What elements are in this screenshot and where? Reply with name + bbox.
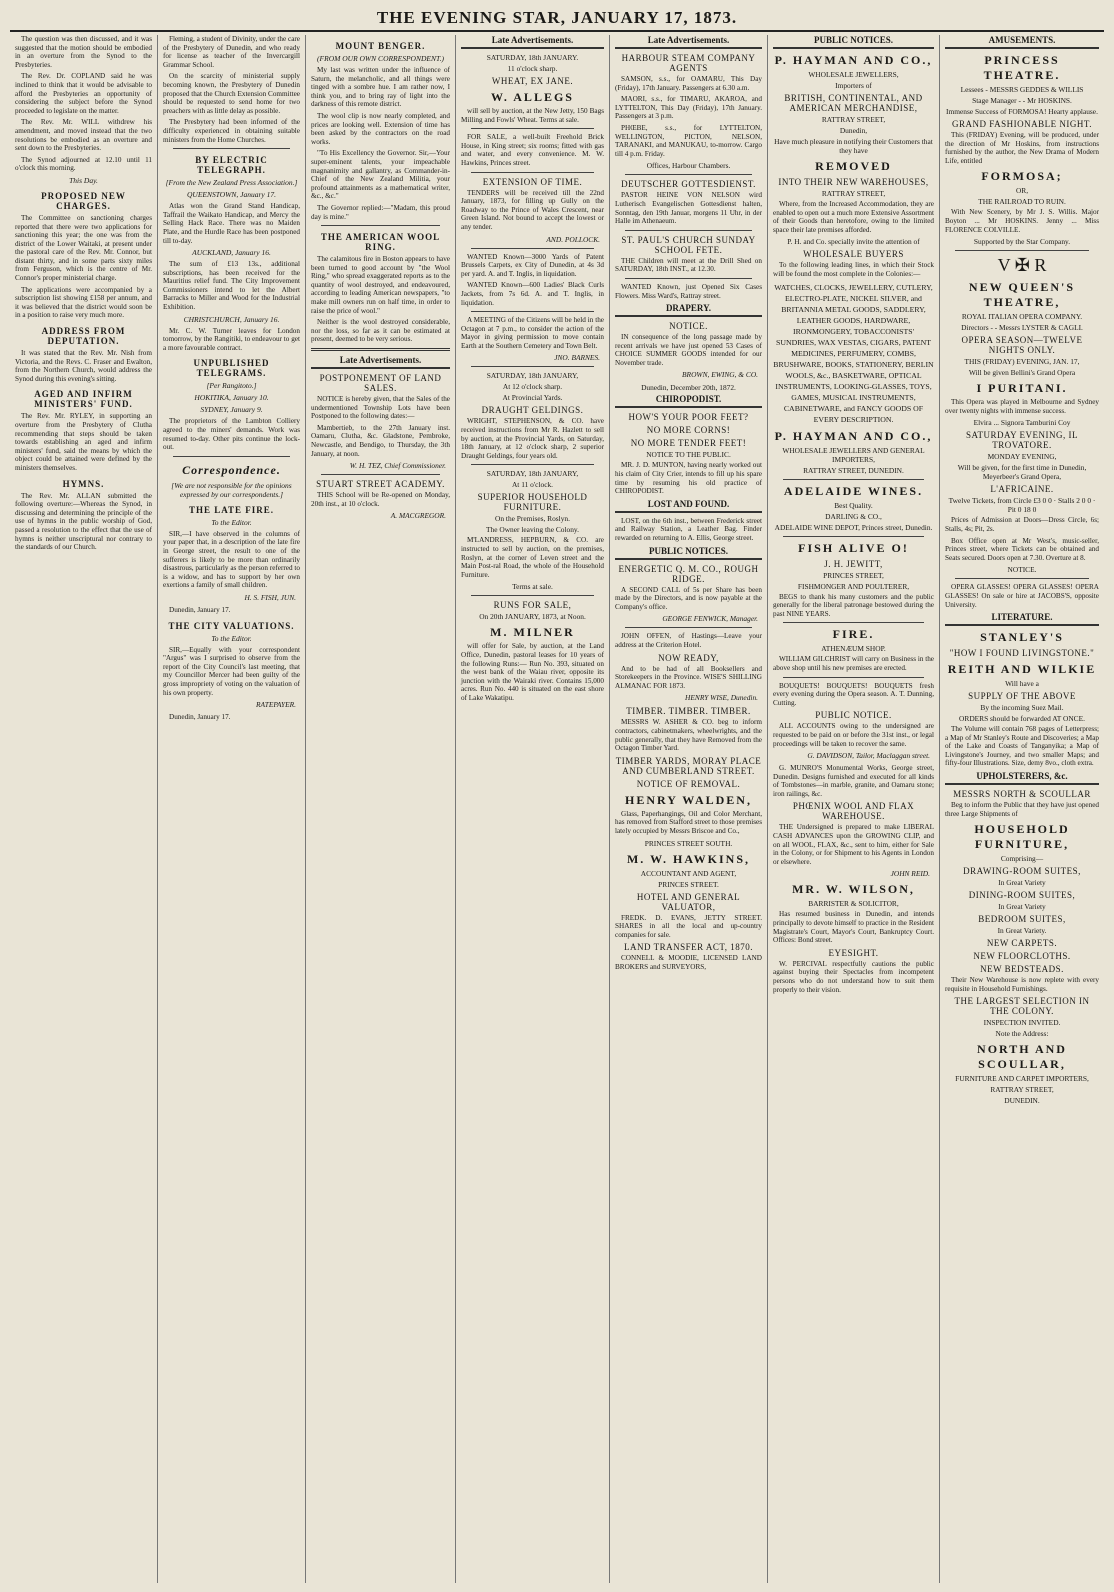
ad-date: THIS (FRIDAY) EVENING, JAN. 17, <box>964 357 1080 367</box>
ad-text: WANTED Known, just Opened Six Cases Flowers. Miss Ward's, Rattray street. <box>615 282 762 300</box>
royal-arms-icon: V ✠ R <box>997 255 1047 276</box>
divider <box>173 148 290 149</box>
ad-title: INTO THEIR NEW WAREHOUSES, <box>778 177 929 187</box>
ad-text: A MEETING of the Citizens will be held in the Octagon at 7 p.m., to consider the action of the Mayor in giving permission to move contain Earth at the Southern Cemetery and Town Belt. <box>461 316 604 350</box>
article-paragraph: The Rev. Mr. WILL withdrew his amendment, and moved instead that the two resolutions be embodied as an overture and sent down to the Presbyteries. <box>15 118 152 153</box>
ad-text: IN consequence of the long passage made by recent arrivals we have just opened 53 Cases of CHOICE SUMMER GOODS intended for our November trade. <box>615 333 762 367</box>
ad-text: Beg to inform the Public that they have just opened three Large Shipments of <box>945 801 1099 818</box>
ad-text: BOUQUETS! BOUQUETS! BOUQUETS fresh every evening during the Opera season. A. T. Dunning, Cutting. <box>773 681 934 707</box>
masthead <box>10 8 1104 32</box>
section-heading: ADDRESS FROM DEPUTATION. <box>41 326 126 347</box>
ad-title: FORMOSA; <box>981 169 1063 184</box>
section-heading: THE AMERICAN WOOL RING. <box>320 232 441 253</box>
ad-title: PHŒNIX WOOL AND FLAX WAREHOUSE. <box>792 801 915 822</box>
ad-text: THIS School will be Re-opened on Monday, 20th inst., at 10 o'clock. <box>311 491 450 508</box>
ad-address: PRINCES STREET. <box>658 879 719 889</box>
ad-title: L'AFRICAINE. <box>990 484 1054 495</box>
ad-text: And to be had of all Booksellers and Storekeepers in the Province. WISE'S SHILLING ALMANAC FOR 1873. <box>615 664 762 690</box>
ad-text: will offer for Sale, by auction, at the Land Office, Dunedin, pastoral leases for 10 years of the following Runs:— Run No. 393, situated on the west bank of the Waiau river, opposite its junction with the Wairaki river. Contains 15,000 acres. Run No. 440 is situated on the east shore of Lake Wakatipu. <box>461 642 604 702</box>
divider <box>311 348 450 351</box>
section-heading: CHIROPODIST. <box>615 394 762 408</box>
signature: A. MACGREGOR. <box>390 511 446 521</box>
ad-place: At Provincial Yards. <box>502 393 563 403</box>
ad-address: PRINCES STREET, <box>823 570 884 580</box>
divider <box>471 366 594 367</box>
signature: GEORGE FENWICK, Manager. <box>662 614 758 624</box>
signature: RATEPAYER. <box>255 700 296 710</box>
divider <box>471 172 594 173</box>
ad-text: PASTOR HEINE VON NELSON wird Lutherisch Evangelischen Gottesdienst halten, Sonntag, den 19th Januar, morgens 11 Uhr, in der Halle im Athenaeum. <box>615 191 762 226</box>
ad-address: RATTRAY STREET, <box>821 115 886 124</box>
divider <box>625 174 752 175</box>
divider <box>471 595 594 596</box>
divider <box>625 230 752 231</box>
ad-text: SAMSON, s.s., for OAMARU, This Day (Friday), 17th January. Passengers at 6.30 a.m. <box>615 75 762 92</box>
ad-subtitle: WHOLESALE JEWELLERS AND GENERAL IMPORTERS, <box>782 445 925 464</box>
ad-date: MONDAY EVENING, <box>987 452 1057 462</box>
ad-subtitle: WHOLESALE JEWELLERS, <box>808 70 899 79</box>
divider <box>471 311 594 312</box>
ad-text: OR, <box>1015 186 1029 196</box>
ad-item: DINING-ROOM SUITES, <box>968 890 1076 901</box>
article-paragraph: Atlas won the Grand Stand Handicap, Taffrail the Waikato Handicap, and Mercy the Selling Hack Race. There was no Maiden Plate, and the Hurdle Race has been postponed till to-day. <box>163 202 300 245</box>
ad-address: RATTRAY STREET, <box>821 189 886 198</box>
ad-text: NOTICE is hereby given, that the Sales of the undermentioned Township Lots have been Postponed to the following dates:— <box>311 395 450 421</box>
ad-text: Their New Warehouse is now replete with every requisite in Household Furnishings. <box>945 976 1099 993</box>
ad-title: LAND TRANSFER ACT, 1870. <box>624 942 753 953</box>
ad-text: Box Office open at Mr West's, music-seller, Princes street, where Tickets can be obtained and Seats secured. Doors open at 7.30. Overture at 8. <box>945 536 1099 562</box>
ad-text: JOHN OFFEN, of Hastings—Leave your address at the Criterion Hotel. <box>615 632 762 649</box>
ad-title: TIMBER. TIMBER. TIMBER. <box>626 706 751 717</box>
section-heading: PROPOSED NEW CHARGES. <box>41 190 126 211</box>
article-paragraph: The wool clip is now nearly completed, and prices are looking well. Extension of time has been asked by the contractors on the road works. <box>311 111 450 146</box>
ad-text: This Opera was played in Melbourne and Sydney over twenty nights with immense success. <box>945 398 1099 415</box>
section-heading: PUBLIC NOTICES. <box>773 35 934 49</box>
ad-title: PRINCESS THEATRE. <box>983 53 1061 82</box>
ad-subtitle: THE RAILROAD TO RUIN. <box>978 197 1066 207</box>
ad-title: NOW READY, <box>658 652 719 663</box>
article-paragraph: Neither is the wool destroyed considerable, nor the loss, so far as it can be estimated at present, deemed to be very serious. <box>311 318 450 344</box>
column-4 <box>456 35 610 1583</box>
ad-text: MESSRS W. ASHER & CO. beg to inform contractors, cabinetmakers, wheelwrights, and the public generally, that they have Removed from the Octagon Timber Yard. <box>615 718 762 753</box>
ad-subtitle: FURNITURE AND CARPET IMPORTERS, <box>955 1074 1089 1084</box>
ad-text: WANTED Known—600 Ladies' Black Curls Jackets, from 7s 6d. A. and T. Inglis, in liquidation. <box>461 281 604 307</box>
column-5 <box>610 35 768 1583</box>
advertiser-name: J. H. JEWITT, <box>824 558 883 569</box>
article-paragraph: The applications were accompanied by a subscription list showing £158 per annum, and it was believed that the district would soon be in a position to raise very much more. <box>15 285 152 320</box>
ad-text: TENDERS will be received till the 22nd January, 1873, for filling up Gully on the Roadway to the Prince of Wales Crescent, near Green Island. Not bound to accept the lowest or any tender. <box>461 188 604 231</box>
ad-time: 11 o'clock sharp. <box>507 64 558 73</box>
divider <box>471 248 594 249</box>
columns <box>10 35 1104 1583</box>
ad-text: Comprising— <box>1000 854 1044 864</box>
ad-text: Where, from the Increased Accommodation, they are enabled to open out a much more Extensive Assortment of their Goods than heretofore, owing to the limited space their late premises afforded. <box>773 200 934 234</box>
ad-note: The Owner leaving the Colony. <box>486 525 579 535</box>
ad-title: PUBLIC NOTICE. <box>815 710 892 721</box>
ad-item: BEDROOM SUITES, <box>978 914 1066 925</box>
ad-text: CONNELL & MOODIE, LICENSED LAND BROKERS and SURVEYORS, <box>615 954 762 971</box>
ad-subtitle: BARRISTER & SOLICITOR, <box>808 899 899 909</box>
section-heading: AGED AND INFIRM MINISTERS' FUND. <box>34 389 133 410</box>
signature: JOHN REID. <box>890 869 930 879</box>
advertiser-name: DARLING & CO., <box>825 511 882 521</box>
divider <box>471 128 594 129</box>
section-heading: UNPUBLISHED TELEGRAMS. <box>193 358 270 379</box>
column-1 <box>10 35 158 1583</box>
ad-title: SUPERIOR HOUSEHOLD FURNITURE. <box>477 492 588 513</box>
signature: W. H. TEZ, Chief Commissioner. <box>349 461 446 471</box>
article-paragraph: The sum of £13 13s., additional subscriptions, has been received for the Mauritius relief fund. The City Improvement Commissioners intend to let the Albert Barracks to Miller and Wood for the Industrial Exhibition. <box>163 260 300 312</box>
auctioneer-name: M. MILNER <box>490 625 575 640</box>
ad-text: Stage Manager - - Mr HOSKINS. <box>972 96 1072 105</box>
ad-title: FIRE. <box>832 627 875 642</box>
ad-title: HARBOUR STEAM COMPANY AGENTS <box>621 53 756 73</box>
ad-title: BRITISH, CONTINENTAL, AND AMERICAN MERCHANDISE, <box>784 93 923 113</box>
ad-text: will sell by auction, at the New Jetty, 150 Bags Milling and Fowls' Wheat. Terms at sale. <box>461 107 604 124</box>
dateline: CHRISTCHURCH, January 16. <box>183 314 280 324</box>
signature: JNO. BARNES. <box>554 353 600 363</box>
ad-text: WILLIAM GILCHRIST will carry on Business in the above shop until his new premises are erected. <box>773 655 934 672</box>
ad-title: THE LARGEST SELECTION IN THE COLONY. <box>954 996 1090 1017</box>
column-6 <box>768 35 940 1583</box>
ad-text: Supported by the Star Company. <box>973 237 1071 247</box>
article-paragraph: The Rev. Mr. RYLEY, in supporting an overture from the Presbytery of Clutha recommending that steps should be taken towards establishing an aged and infirm ministers' fund, said the means by which the object could be attained were defined by the ministers themselves. <box>15 412 152 472</box>
section-heading: AMUSEMENTS. <box>945 35 1099 49</box>
ad-place: On the Premises, Roslyn. <box>495 514 570 524</box>
article-paragraph: My last was written under the influence of Saturn, the melancholic, and all things were tinged with a sombre hue. I am rather now, I think you, and to bring ray of light into the darkness of this remote district. <box>311 66 450 109</box>
ad-text: WRIGHT, STEPHENSON, & CO. have received instructions from Mr R. Hazlett to sell by auction, at the Provincial Yards, on Saturday, 18th January, at 12 o'clock sharp, 2 superior Draught Geldings, four years old. <box>461 417 604 460</box>
ad-text: INSPECTION INVITED. <box>983 1018 1061 1028</box>
article-paragraph: It was stated that the Rev. Mr. Nish from Victoria, and the Revs. C. Fraser and Ewalton, from the Northern Church, would address the Synod during this evening's sitting. <box>15 349 152 383</box>
ad-title: REMOVED <box>815 159 892 173</box>
ad-title: WHEAT, EX JANE. <box>491 76 574 86</box>
section-heading: THE LATE FIRE. <box>188 504 275 515</box>
ad-subtitle: NOTICE. <box>1007 565 1037 575</box>
signature: AND. POLLOCK. <box>546 234 600 244</box>
ad-title: NO MORE TENDER FEET! <box>630 438 747 449</box>
ad-title: "HOW I FOUND LIVINGSTONE." <box>949 648 1095 659</box>
article-paragraph: The proprietors of the Lambton Colliery agreed to the miners' demands. Work was resumed to-day. Other pits continue the lock-out. <box>163 417 300 452</box>
ad-text: WANTED Known—3000 Yards of Patent Brussels Carpets, ex City of Dunedin, at 4s 3d per yard. A. and T. Inglis, in liquidation. <box>461 252 604 278</box>
ad-text: FREDK. D. EVANS, JETTY STREET. SHARES in all the local and up-country companies for sale. <box>615 913 762 939</box>
column-2 <box>158 35 306 1583</box>
advertiser-name: MESSRS NORTH & SCOULLAR <box>953 789 1091 800</box>
section-heading: HYMNS. <box>62 478 105 489</box>
article-paragraph: The Synod adjourned at 12.10 until 11 o'clock this morning. <box>15 155 152 173</box>
ad-title: EYESIGHT. <box>828 947 879 958</box>
ad-date: SATURDAY, 18th JANUARY, <box>486 371 579 381</box>
ad-item: NEW BEDSTEADS. <box>980 964 1064 975</box>
ad-title: I PURITANI. <box>976 381 1068 396</box>
article-paragraph: The Committee on sanctioning charges reported that there were two applications for sanctioning this year; the one was from the district of the Lower Waitaki, at present under the pastoral care of the Rev. Mr. Connor, but distant thirty, and in some parts sixty miles from Ferguson, which is the centre of Mr. Connor's proper ministerial charge. <box>15 213 152 283</box>
ad-title: STUART STREET ACADEMY. <box>316 479 445 490</box>
late-ads-heading: Late Advertisements. <box>311 355 450 369</box>
ad-title: TIMBER YARDS, MORAY PLACE AND CUMBERLAND STREET. <box>615 755 762 776</box>
ad-text: Directors - - Messrs LYSTER & CAGLI. <box>961 323 1083 333</box>
ad-title: NEW QUEEN'S THEATRE, <box>968 280 1076 310</box>
signature: HENRY WISE, Dunedin. <box>685 693 758 703</box>
signature: Offices, Harbour Chambers. <box>646 161 731 171</box>
late-ads-heading: Late Advertisements. <box>461 35 604 49</box>
ad-title: GRAND FASHIONABLE NIGHT. <box>952 119 1092 129</box>
section-heading: BY ELECTRIC TELEGRAPH. <box>195 155 268 176</box>
ad-text: Importers of <box>835 81 872 90</box>
ad-text: ORDERS should be forwarded AT ONCE. <box>959 714 1085 724</box>
advertiser-name: REITH AND WILKIE <box>947 662 1097 677</box>
article-paragraph: The Presbytery had been informed of the difficulty experienced in obtaining suitable ministers from the Home Churches. <box>163 118 300 144</box>
article-paragraph: On the scarcity of ministerial supply becoming known, the Presbytery of Dunedin proposed that the Church Extension Committee should be requested to send home for two preachers with as little delay as possible. <box>163 72 300 115</box>
article-paragraph: The Rev. Mr. ALLAN submitted the following overture:—Whereas the Synod, in discussing and determining the principle of the use of hymns in the public worship of God, passed a resolution to the effect that the use of hymns is neither unscriptural nor contrary to the standards of our Church. <box>15 491 152 552</box>
ad-text: M'LANDRESS, HEPBURN, & CO. are instructed to sell by auction, on the premises, Roslyn, at the corner of Leven street and the Main Post-ral Road, the whole of the Household Furniture. <box>461 536 604 579</box>
ad-address: Dunedin, <box>839 126 868 135</box>
ad-title: EXTENSION OF TIME. <box>482 176 583 187</box>
advertiser-name: M. W. HAWKINS, <box>626 851 751 866</box>
divider <box>783 677 924 678</box>
ad-text: Will be given Bellini's Grand Opera <box>968 368 1076 378</box>
signature: H. S. FISH, JUN. <box>244 592 296 602</box>
ad-item-note: In Great Variety <box>998 878 1046 888</box>
ad-address: RATTRAY STREET, DUNEDIN. <box>803 465 904 475</box>
ad-text: This (FRIDAY) Evening, will be produced, under the direction of Mr Hoskins, from instructions furnished by the author, the New Drama of Modern Life, entitled <box>945 131 1099 165</box>
ad-text: THE Children will meet at the Drill Shed on SATURDAY, 18th INST., at 12.30. <box>615 256 762 274</box>
ad-text: PHŒBE, s.s., for LYTTELTON, WELLINGTON, PICTON, NELSON, TARANAKI, and MANUKAU, to-morrow. Cargo till 4 p.m. Friday. <box>615 123 762 158</box>
column-3 <box>306 35 456 1583</box>
divider <box>783 622 924 623</box>
section-subheading: To the Editor. <box>211 517 252 527</box>
dateline: Dunedin, January 17. <box>169 713 231 722</box>
ad-item: DRAWING-ROOM SUITES, <box>963 866 1081 877</box>
ad-title: OPERA SEASON—TWELVE NIGHTS ONLY. <box>961 335 1083 356</box>
ad-title: WHOLESALE BUYERS <box>803 249 904 260</box>
ad-text: P. H. and Co. specially invite the attention of <box>787 237 920 247</box>
ad-address: RATTRAY STREET, <box>990 1085 1054 1095</box>
ad-time: At 12 o'clock sharp. <box>502 382 563 392</box>
divider <box>625 278 752 279</box>
ad-title: SUPPLY OF THE ABOVE <box>968 691 1076 702</box>
ad-terms: Terms at sale. <box>512 582 553 592</box>
article-paragraph: "To His Excellency the Governor. Sir,—Your super-eminent talents, your impeachable magnanimity and gallantry, as Commander-in-Chief of the New Zealand Militia, your profound attainments as a mathematical writer, &c., &c." <box>311 149 450 201</box>
divider <box>783 479 924 480</box>
section-heading: MOUNT BENGER. <box>335 41 426 51</box>
ad-title: RUNS FOR SALE, <box>493 600 572 611</box>
ad-text: To the following leading lines, in which their Stock will be found the most complete in the Colonies:— <box>773 261 934 278</box>
ad-text: FOR SALE, a well-built Freehold Brick House, in King street; six rooms; fitted with gas and water, and every convenience. M. W. Hawkins, Princes street. <box>461 133 604 167</box>
advertiser-name: MR. W. WILSON, <box>792 882 915 897</box>
advertiser-name: HENRY WALDEN, <box>625 792 752 807</box>
divider <box>471 464 594 465</box>
ad-item-note: In Great Variety. <box>997 926 1047 936</box>
section-heading: THE CITY VALUATIONS. <box>168 620 295 631</box>
ad-text: Lessees - MESSRS GEDDES & WILLIS <box>960 85 1084 94</box>
dateline: QUEENSTOWN, January 17. <box>186 190 277 200</box>
dateline: SYDNEY, January 9. <box>200 405 263 415</box>
ad-address: PRINCES STREET SOUTH. <box>644 838 733 848</box>
ad-item-note: In Great Variety <box>998 902 1046 912</box>
ad-text: MR. J. D. MUNTON, having nearly worked out his claim of City Crier, intends to fill up his spare time by resuming his old practice of CHIROPODIST. <box>615 461 762 496</box>
divider <box>783 536 924 537</box>
ad-title: FISH ALIVE O! <box>798 540 909 555</box>
auctioneer-name: W. ALLEGS <box>491 90 574 104</box>
column-7 <box>940 35 1104 1583</box>
divider <box>321 474 440 475</box>
section-subheading: To the Editor. <box>211 633 252 643</box>
dateline: Dunedin, January 17. <box>169 605 231 614</box>
signature: G. DAVIDSON, Tailor, Maclaggan street. <box>807 751 930 761</box>
ad-subtitle: ROYAL ITALIAN OPERA COMPANY. <box>961 312 1083 322</box>
ad-text: By the incoming Suez Mail. <box>980 703 1064 713</box>
ad-text: OPERA GLASSES! OPERA GLASSES! OPERA GLASSES! On sale or hire at JACOBS'S, opposite University. <box>945 583 1099 609</box>
section-subheading: [From the New Zealand Press Association.] <box>165 178 298 188</box>
section-subheading: [We are not responsible for the opinions expressed by our correspondents.] <box>171 480 292 499</box>
ad-title: ENERGETIC Q. M. CO., ROUGH RIDGE. <box>618 563 759 584</box>
ad-text: W. PERCIVAL respectfully cautions the public against buying their Spectacles from incompetent persons who do not understand how to suit them properly to their vision. <box>773 959 934 994</box>
ad-text: Elvira ... Signora Tamburini Coy <box>973 418 1071 428</box>
advertiser-name: P. HAYMAN AND CO., <box>774 428 933 443</box>
ad-text: ALL ACCOUNTS owing to the undersigned are requested to be paid on or before the 31st inst., or legal proceedings will be taken to recover the same. <box>773 722 934 748</box>
ad-item: NEW FLOORCLOTHS. <box>973 951 1071 962</box>
advertiser-name: NORTH AND SCOULLAR, <box>977 1042 1067 1072</box>
ad-text: Twelve Tickets, from Circle £3 0 0 · Stalls 2 0 0 · Pit 0 18 0 <box>948 496 1096 515</box>
ad-title: POSTPONEMENT OF LAND SALES. <box>319 373 442 394</box>
ad-text: Have much pleasure in notifying their Customers that they have <box>774 137 933 155</box>
ad-title: ADELAIDE WINES. <box>783 483 924 498</box>
ad-text: Immense Success of FORMOSA! Hearty applause. <box>946 107 1098 116</box>
section-heading: UPHOLSTERERS, &c. <box>945 771 1099 785</box>
ad-text: The Volume will contain 768 pages of Letterpress; a Map of Mr Stanley's Route and Discoveries; a Map of the Lake and Coasts of Tanganyika; a Map of Livingstone's Journey, and two smaller Maps; and fifty-four Illustrations. Size, demy 8vo., cloth extra. <box>945 725 1099 768</box>
article-paragraph: SIR,—I have observed in the columns of your paper that, in a description of the late fire in George street, the result to one of the sufferers is likely to be more than ordinarily disastrous, particularly as the person referred to is a widow, and has to support by her own exertions a family of small children. <box>163 529 300 590</box>
section-subheading: [Per Rangitoto.] <box>206 381 257 391</box>
article-paragraph: The calamitous fire in Boston appears to have been turned to good account by "the Wool Ring," who spread exaggerated reports as to the quantity of wool destroyed, and endeavoured, according to leading American newspapers, "to make mill owners run on half time, in order to raise the price of wool." <box>311 255 450 315</box>
dateline: AUCKLAND, January 16. <box>192 248 271 258</box>
ad-subtitle: Best Quality. <box>834 500 873 510</box>
section-subheading: (FROM OUR OWN CORRESPONDENT.) <box>317 54 444 63</box>
article-paragraph: The Rev. Dr. COPLAND said he was inclined to think that it would be advisable to afford the Presbyteries an opportunity of considering the subject before the Synod proceeded to legislate on the matter. <box>15 72 152 115</box>
ad-date: Dunedin, December 20th, 1872. <box>641 383 736 393</box>
ad-text: Prices of Admission at Doors—Dress Circle, 6s; Stalls, 4s; Pit, 2s. <box>945 516 1099 533</box>
article-paragraph: The Governor replied:—"Madam, this proud day is mine." <box>311 203 450 221</box>
ad-text: Glass, Paperhangings, Oil and Color Merchant, has removed from Stafford street to those premises lately occupied by Messrs Briscoe and Co., <box>615 809 762 835</box>
ad-text: Will have a <box>1005 679 1039 689</box>
signature: BROWN, EWING, & CO. <box>682 370 758 380</box>
divider <box>321 225 440 226</box>
ad-text: Will be given, for the first time in Dunedin, Meyerbeer's Grand Opera, <box>957 463 1087 482</box>
ad-title: DRAUGHT GELDINGS. <box>481 405 584 416</box>
article-paragraph: Fleming, a student of Divinity, under the care of the Presbytery of Dunedin, and who ready for license as teacher of the Invercargill Grammar School. <box>163 35 300 69</box>
article-paragraph: Mr. C. W. Turner leaves for London tomorrow, by the Rangitiki, to endeavour to get a more favourable contract. <box>163 326 300 352</box>
ad-title: SATURDAY EVENING, IL TROVATORE. <box>965 430 1079 451</box>
ad-subtitle: FISHMONGER AND POULTERER, <box>797 581 910 591</box>
ad-title: HOTEL AND GENERAL VALUATOR, <box>636 891 741 912</box>
section-heading: DRAPERY. <box>615 303 762 317</box>
divider <box>955 250 1089 251</box>
ad-date: SATURDAY, 18th JANUARY, <box>486 469 579 479</box>
article-paragraph: The question was then discussed, and it was suggested that the motion should be embodied in an overture from the Synod to the Presbyteries. <box>15 35 152 69</box>
ad-text: THE Undersigned is prepared to make LIBERAL CASH ADVANCES upon the GROWING CLIP, and on all WOOL, FLAX, &c., sent to him, either for Sale in the Colony, or for Shipment to his Agents in London or elsewhere. <box>773 823 934 866</box>
article-paragraph: SIR,—Equally with your correspondent "Argus" was I surprised to observe from the report of the City Council's last meeting, that my Councillor Mercer had been guilty of the gross impropriety of voting on the valuation of his own property. <box>163 645 300 697</box>
ad-address: DUNEDIN. <box>1004 1096 1040 1106</box>
ad-product-list: WATCHES, CLOCKS, JEWELLERY, CUTLERY, ELECTRO-PLATE, NICKEL SILVER, and BRITANNIA METAL GOODS, SADDLERY, LEATHER GOODS, HARDWARE, IRONMONGERY, TOBACCONISTS' SUNDRIES, WAX VESTAS, CIGARS, PATENT MEDICINES, PERFUMERY, COMBS, BRUSHWARE, BOOKS, STATIONERY, BERLIN WOOLS, &c., BASKETWARE, OPTICAL INSTRUMENTS, LOOKING-GLASSES, TOYS, GAMES, MUSICAL INSTRUMENTS, CABINETWARE, and FANCY GOODS OF EVERY DESCRIPTION. <box>773 282 934 424</box>
ad-text: ADELAIDE WINE DEPOT, Princes street, Dunedin. <box>774 522 933 532</box>
ad-date: On 20th JANUARY, 1873, at Noon. <box>479 612 586 622</box>
ad-title: DEUTSCHER GOTTESDIENST. <box>621 179 756 190</box>
ad-text: MAORI, s.s., for TIMARU, AKAROA, and LYTTELTON, This Day (Friday), 17th January. Passengers at 3 p.m. <box>615 95 762 121</box>
ad-subtitle: ATHENÆUM SHOP. <box>821 644 886 654</box>
late-ads-heading: Late Advertisements. <box>615 35 762 49</box>
divider <box>173 456 290 457</box>
section-heading: LOST AND FOUND. <box>615 499 762 513</box>
ad-text: Mambertieb, to the 27th January inst. Oamaru, Clutha, &c. Gladstone, Pembroke, Newcastle, and Bendigo, to Thursday, the 3th January, at noon. <box>311 423 450 458</box>
ad-date: SATURDAY, 18th JANUARY. <box>486 53 579 62</box>
ad-text: G. MUNRO'S Monumental Works, George street, Dunedin. Designs furnished and executed for all kinds of Tombstones—in marble, granite, and Oamaru stone; iron railings, &c. <box>773 764 934 798</box>
ad-text: BEGS to thank his many customers and the public generally for the liberal patronage bestowed during the past NINE YEARS. <box>773 592 934 618</box>
section-subheading: This Day. <box>69 175 98 185</box>
section-heading: Correspondence. <box>182 462 281 477</box>
ad-title: HOW'S YOUR POOR FEET? <box>628 412 749 423</box>
ad-title: NOTICE OF REMOVAL. <box>636 778 741 789</box>
ad-title: NOTICE. <box>669 321 708 332</box>
section-heading: PUBLIC NOTICES. <box>615 546 762 560</box>
ad-text: LOST, on the 6th inst., between Frederick street and Railway Station, a Leather Bag. Finder rewarded on returning to A. Ellis, George street. <box>615 516 762 543</box>
ad-text: With New Scenery, by Mr J. S. Willis. Major Boyton ... Mr HOSKINS. Jenny ... Miss FLORENCE COLVILLE. <box>945 208 1099 234</box>
dateline: HOKITIKA, January 10. <box>194 393 269 403</box>
ad-time: At 11 o'clock. <box>511 480 554 490</box>
ad-title: ST. PAUL'S CHURCH SUNDAY SCHOOL FETE. <box>621 234 756 255</box>
ad-title: HOUSEHOLD FURNITURE, <box>974 822 1070 852</box>
ad-item: NEW CARPETS. <box>986 938 1058 949</box>
ad-subtitle: ACCOUNTANT AND AGENT, <box>640 868 737 878</box>
ad-title: STANLEY'S <box>980 630 1064 645</box>
section-heading: LITERATURE. <box>945 612 1099 626</box>
ad-subtitle: NOTICE TO THE PUBLIC. <box>646 450 731 460</box>
advertiser-name: P. HAYMAN AND CO., <box>774 53 933 67</box>
ad-title: NO MORE CORNS! <box>646 425 731 436</box>
ad-text: Has resumed business in Dunedin, and intends principally to devote himself to practice in the Resident Magistrate's Court, Mayor's Court, Bankruptcy Court. Offices: Bond street. <box>773 910 934 945</box>
newspaper-title: THE EVENING STAR, JANUARY 17, 1873. <box>376 8 738 27</box>
ad-text: Note the Address: <box>995 1029 1049 1039</box>
divider <box>955 578 1089 579</box>
ad-text: A SECOND CALL of 5s per Share has been made by the Directors, and is now payable at the Company's office. <box>615 585 762 611</box>
divider <box>625 627 752 628</box>
